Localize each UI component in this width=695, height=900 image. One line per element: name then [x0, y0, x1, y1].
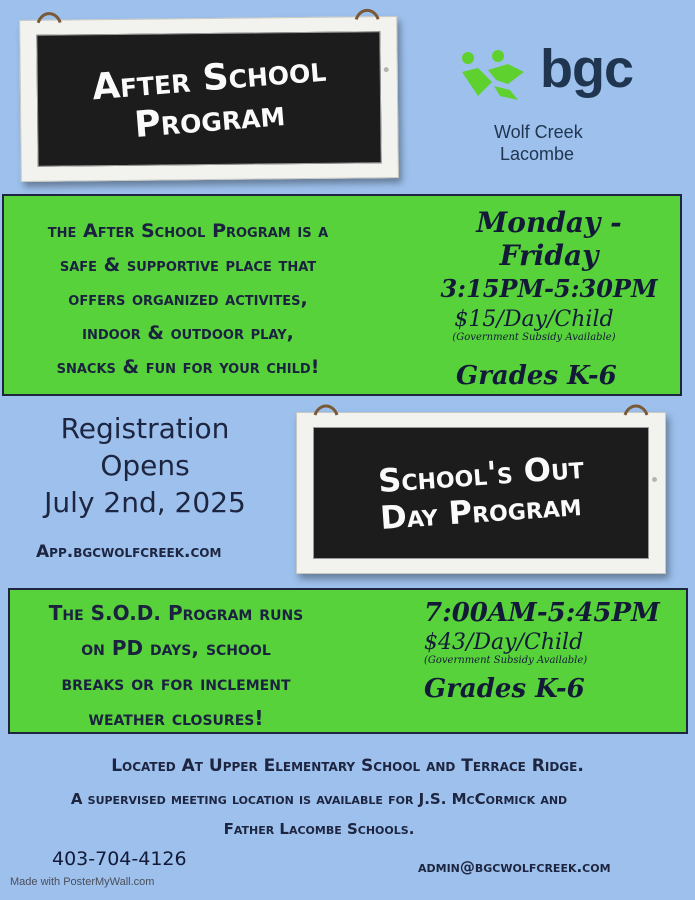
meeting-location-line2: Father Lacombe Schools. [223, 820, 415, 838]
subsidy-note: (Government Subsidy Available) [452, 332, 616, 343]
sod-sign [296, 412, 666, 574]
registration-line2: Opens [100, 449, 190, 482]
watermark: Made with PosterMyWall.com [10, 876, 155, 888]
sign-title-line1: After School [90, 48, 328, 108]
sign-title-line1: School's Out [376, 448, 585, 501]
logo-location-line1: Wolf Creek [494, 122, 583, 142]
meeting-location-line1: A supervised meeting location is available for J.S. McCormick and [70, 790, 568, 808]
description-line: weather closures! [88, 706, 264, 730]
description-line: breaks or for inclement [61, 671, 291, 695]
twine-hook-icon [354, 5, 380, 21]
description-line: on PD days, school [81, 636, 271, 660]
bgc-wordmark: bgc [540, 39, 634, 99]
program-hours: 3:15PM-5:30PM [440, 274, 658, 303]
registration-line3: July 2nd, 2025 [44, 486, 246, 519]
program-price: $43/Day/Child [424, 630, 584, 655]
email-address[interactable]: admin@bgcwolfcreek.com [418, 858, 611, 876]
phone-number[interactable]: 403-704-4126 [52, 848, 187, 870]
description-line: offers organized activites, [68, 288, 308, 310]
description-line: indoor & outdoor play, [82, 322, 294, 344]
description-line: The S.O.D. Program runs [48, 601, 304, 625]
registration-line1: Registration [60, 412, 230, 445]
logo-location-line2: Lacombe [500, 144, 575, 164]
twine-hook-icon [313, 401, 339, 417]
program-hours: 7:00AM-5:45PM [424, 598, 660, 628]
registration-block [30, 410, 260, 521]
bgc-logo [458, 39, 648, 164]
program-days: Monday - Friday [476, 206, 622, 272]
sod-description [26, 596, 326, 736]
subsidy-note: (Government Subsidy Available) [424, 655, 588, 666]
after-school-description [18, 214, 358, 384]
description-line: snacks & fun for your child! [56, 356, 320, 378]
sign-title-line2: Day Program [379, 485, 583, 537]
location-text: Located At Upper Elementary School and Terrace Ridge. [111, 756, 584, 776]
twine-hook-icon [36, 9, 62, 25]
program-price: $15/Day/Child [454, 307, 614, 332]
nail-icon [384, 67, 389, 72]
description-line: the After School Program is a [47, 220, 329, 242]
sod-panel [8, 588, 688, 734]
after-school-sign [19, 16, 399, 182]
registration-url[interactable]: App.bgcwolfcreek.com [36, 542, 222, 562]
program-grades: Grades K-6 [456, 361, 617, 391]
sign-title-line2: Program [132, 93, 287, 146]
program-grades: Grades K-6 [424, 674, 585, 704]
nail-icon [652, 477, 657, 482]
bgc-figures-icon [458, 50, 530, 102]
after-school-panel [2, 194, 682, 396]
chalkboard [313, 427, 649, 559]
description-line: safe & supportive place that [59, 254, 317, 276]
after-school-details [424, 206, 674, 391]
twine-hook-icon [623, 401, 649, 417]
chalkboard [36, 31, 381, 167]
sod-details [424, 598, 684, 704]
